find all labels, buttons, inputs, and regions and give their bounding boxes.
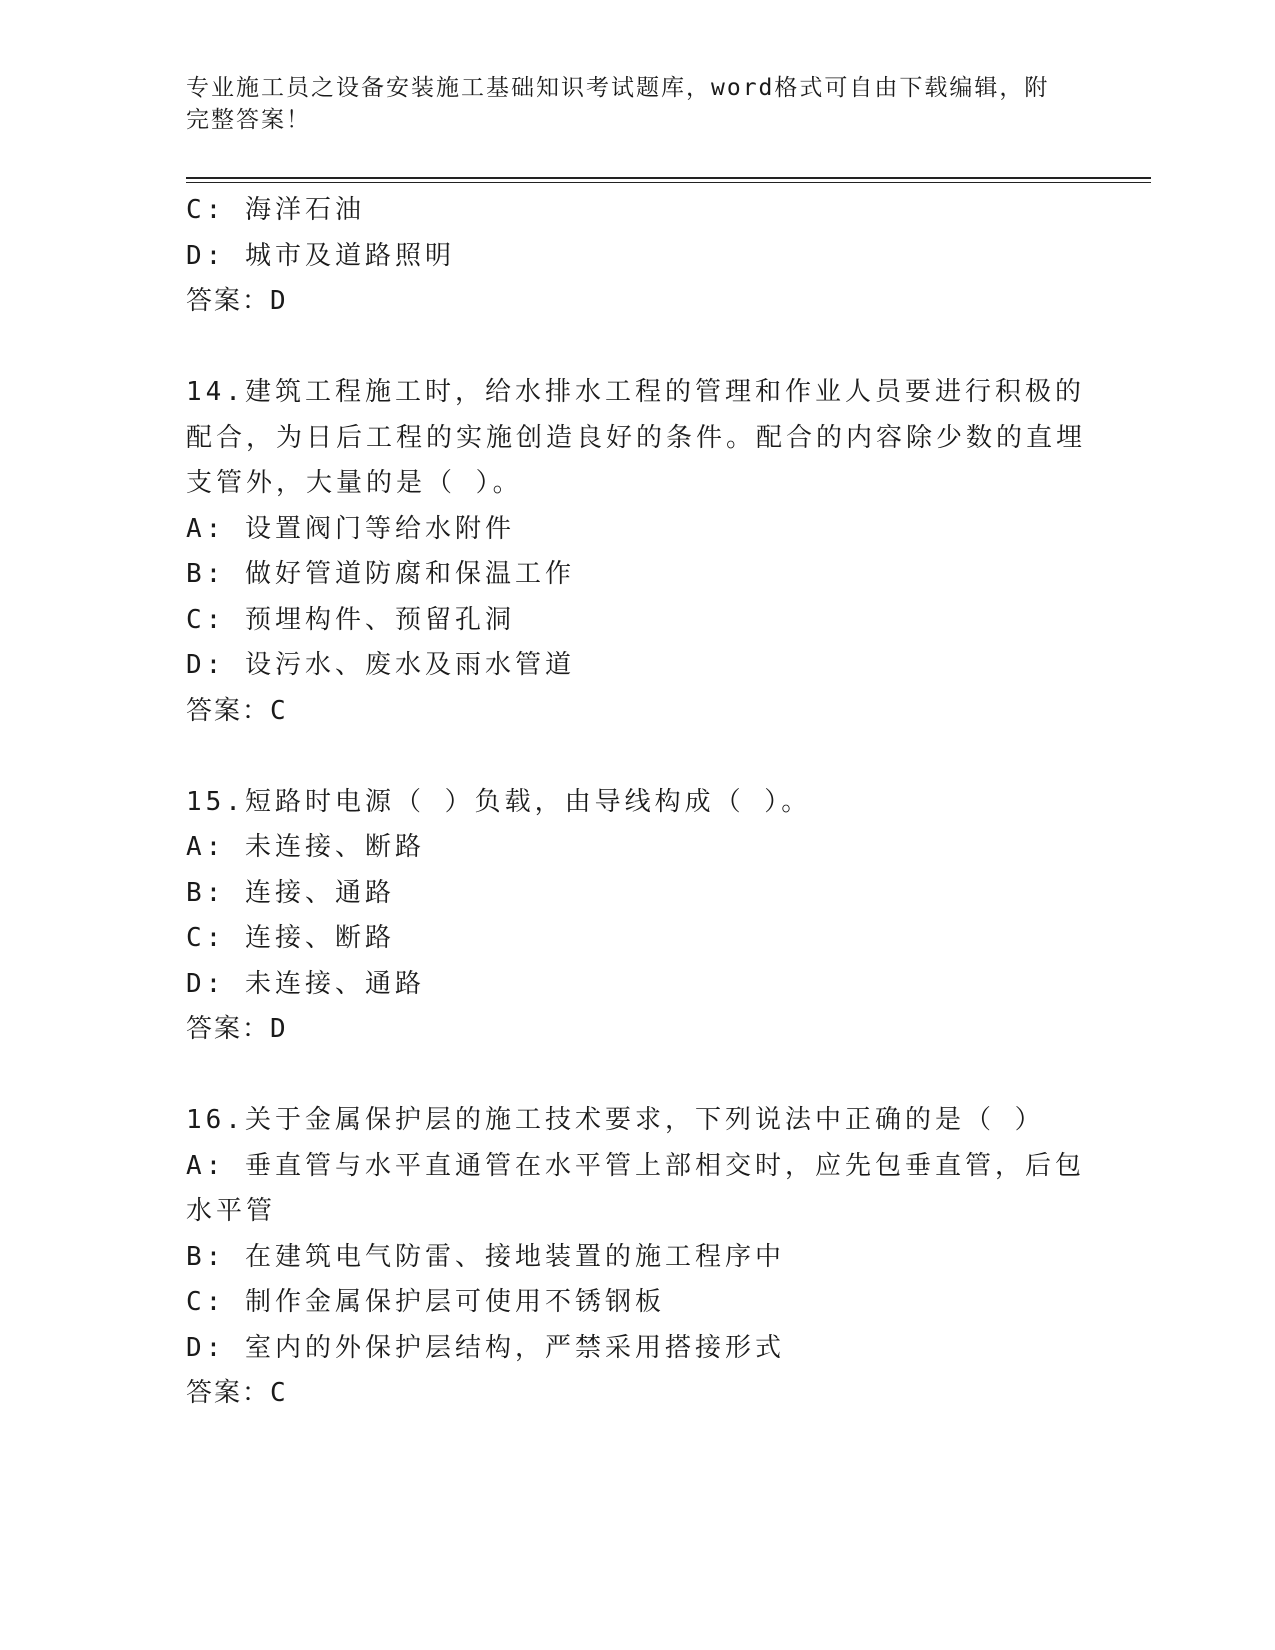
question-16 (186, 1098, 1086, 1417)
question-stem: 14.建筑工程施工时，给水排水工程的管理和作业人员要进行积极的配合，为日后工程的实施创造良好的条件。配合的内容除少数的直埋支管外，大量的是（ ）。 (186, 377, 1087, 498)
answer-line: 答案：C (186, 695, 288, 726)
option-a: A: 垂直管与水平直通管在水平管上部相交时，应先包垂直管，后包水平管 (186, 1150, 1085, 1226)
option-d: D: 室内的外保护层结构，严禁采用搭接形式 (186, 1332, 785, 1363)
answer-line: 答案：D (186, 286, 288, 316)
option-b: B: 连接、通路 (186, 877, 395, 908)
option-c: C: 连接、断路 (186, 923, 395, 953)
option-c: C: 制作金属保护层可使用不锈钢板 (186, 1287, 665, 1317)
header-divider-thin (186, 182, 1151, 183)
header-divider-thick (186, 177, 1151, 179)
prev-question-tail (186, 188, 1086, 325)
question-15 (186, 780, 1086, 1053)
question-stem: 16.关于金属保护层的施工技术要求，下列说法中正确的是（ ） (186, 1105, 1045, 1135)
question-14 (186, 370, 1086, 734)
question-stem: 15.短路时电源（ ）负载，由导线构成（ ）。 (186, 786, 812, 817)
option-a: A: 设置阀门等给水附件 (186, 513, 515, 544)
option-b: B: 在建筑电气防雷、接地装置的施工程序中 (186, 1241, 785, 1272)
option-d: D: 设污水、废水及雨水管道 (186, 650, 575, 680)
option-a: A: 未连接、断路 (186, 832, 425, 862)
option-b: B: 做好管道防腐和保温工作 (186, 559, 575, 589)
option-c: C: 海洋石油 (186, 195, 365, 225)
answer-line: 答案：D (186, 1014, 288, 1044)
option-c: C: 预埋构件、预留孔洞 (186, 604, 515, 635)
option-d: D: 城市及道路照明 (186, 240, 455, 271)
question-content (186, 188, 1086, 1417)
page-header: 专业施工员之设备安装施工基础知识考试题库，word格式可自由下载编辑，附完整答案！ (186, 75, 1050, 133)
option-d: D: 未连接、通路 (186, 968, 425, 999)
answer-line: 答案：C (186, 1378, 288, 1408)
